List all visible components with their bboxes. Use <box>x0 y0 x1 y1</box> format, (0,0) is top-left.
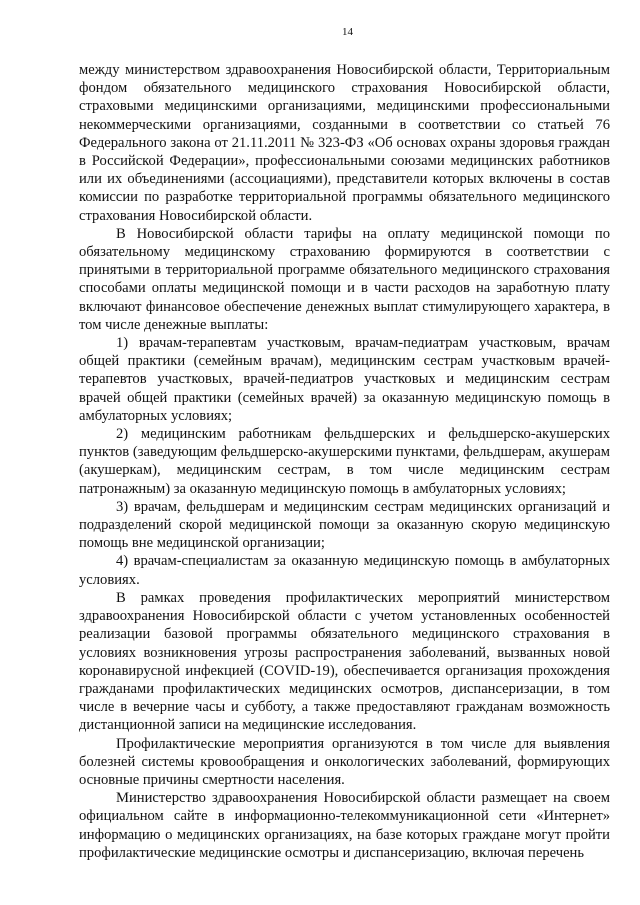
paragraph-preventive-measures: Профилактические мероприятия организуются в том числе для выявления болезней системы кровообращения и онкологических заболеваний, формирующих основные причины смертности населения. <box>79 735 610 788</box>
list-item-2: 2) медицинским работникам фельдшерских и фельдшерско-акушерских пунктов (заведующим фельдшерско-акушерскими пунктами, фельдшерам, акушерам (акушеркам), медицинским сестрам, в том числе медицинским сестрам патронажным) за оказанную медицинскую помощь в амбулаторных условиях; <box>79 426 610 497</box>
list-item-4: 4) врачам-специалистам за оказанную медицинскую помощь в амбулаторных условиях. <box>79 553 610 588</box>
list-item-3: 3) врачам, фельдшерам и медицинским сестрам медицинских организаций и подразделений скорой медицинской помощи за оказанную скорую медицинскую помощь вне медицинской организации; <box>79 498 610 552</box>
page-number: 14 <box>342 26 353 38</box>
paragraph-covid-preventive: В рамках проведения профилактических мероприятий министерством здравоохранения Новосибирской области с учетом установленных особенностей реализации базовой программы обязательного медицинского страхования в условиях возникновения угрозы распространения заболеваний, вызванных новой коронавирусной инфекцией (COVID-19), обеспечивается организация прохождения гражданами профилактических медицинских осмотров, диспансеризации, в том числе в вечерние часы и субботу, а также предоставляют гражданам возможность дистанционной записи на медицинские исследования. <box>79 589 610 734</box>
paragraph-tariffs: В Новосибирской области тарифы на оплату медицинской помощи по обязательному медицинскому страхованию формируются в соответствии с принятыми в территориальной программе обязательного медицинского страхования способами оплаты медицинской помощи и в части расходов на заработную плату включают финансовое обеспечение денежных выплат стимулирующего характера, в том числе денежные выплаты: <box>79 225 610 333</box>
paragraph-commission-members: между министерством здравоохранения Новосибирской области, Территориальным фондом обязательного медицинского страхования Новосибирской области, страховыми медицинскими организациями, медицинскими профессиональными некоммерческими организациями, созданными в соответствии со статьей 76 Федерального закона от 21.11.2011 № 323-ФЗ «Об основах охраны здоровья граждан в Российской Федерации», профессиональными союзами медицинских работников или их объединениями (ассоциациями), представители которых включены в состав комиссии по разработке территориальной программы обязательного медицинского страхования Новосибирской области. <box>79 62 610 224</box>
paragraph-ministry-website: Министерство здравоохранения Новосибирской области размещает на своем официальном сайте в информационно-телекоммуникационной сети «Интернет» информацию о медицинских организациях, на базе которых граждане могут пройти профилактические медицинские осмотры и диспансеризацию, включая перечень <box>79 790 610 861</box>
list-item-1: 1) врачам-терапевтам участковым, врачам-педиатрам участковым, врачам общей практики (семейным врачам), медицинским сестрам участковым врачей-терапевтов участковых, врачей-педиатров участковых и медицинским сестрам врачей общей практики (семейных врачей) за оказанную медицинскую помощь в амбулаторных условиях; <box>79 335 610 424</box>
